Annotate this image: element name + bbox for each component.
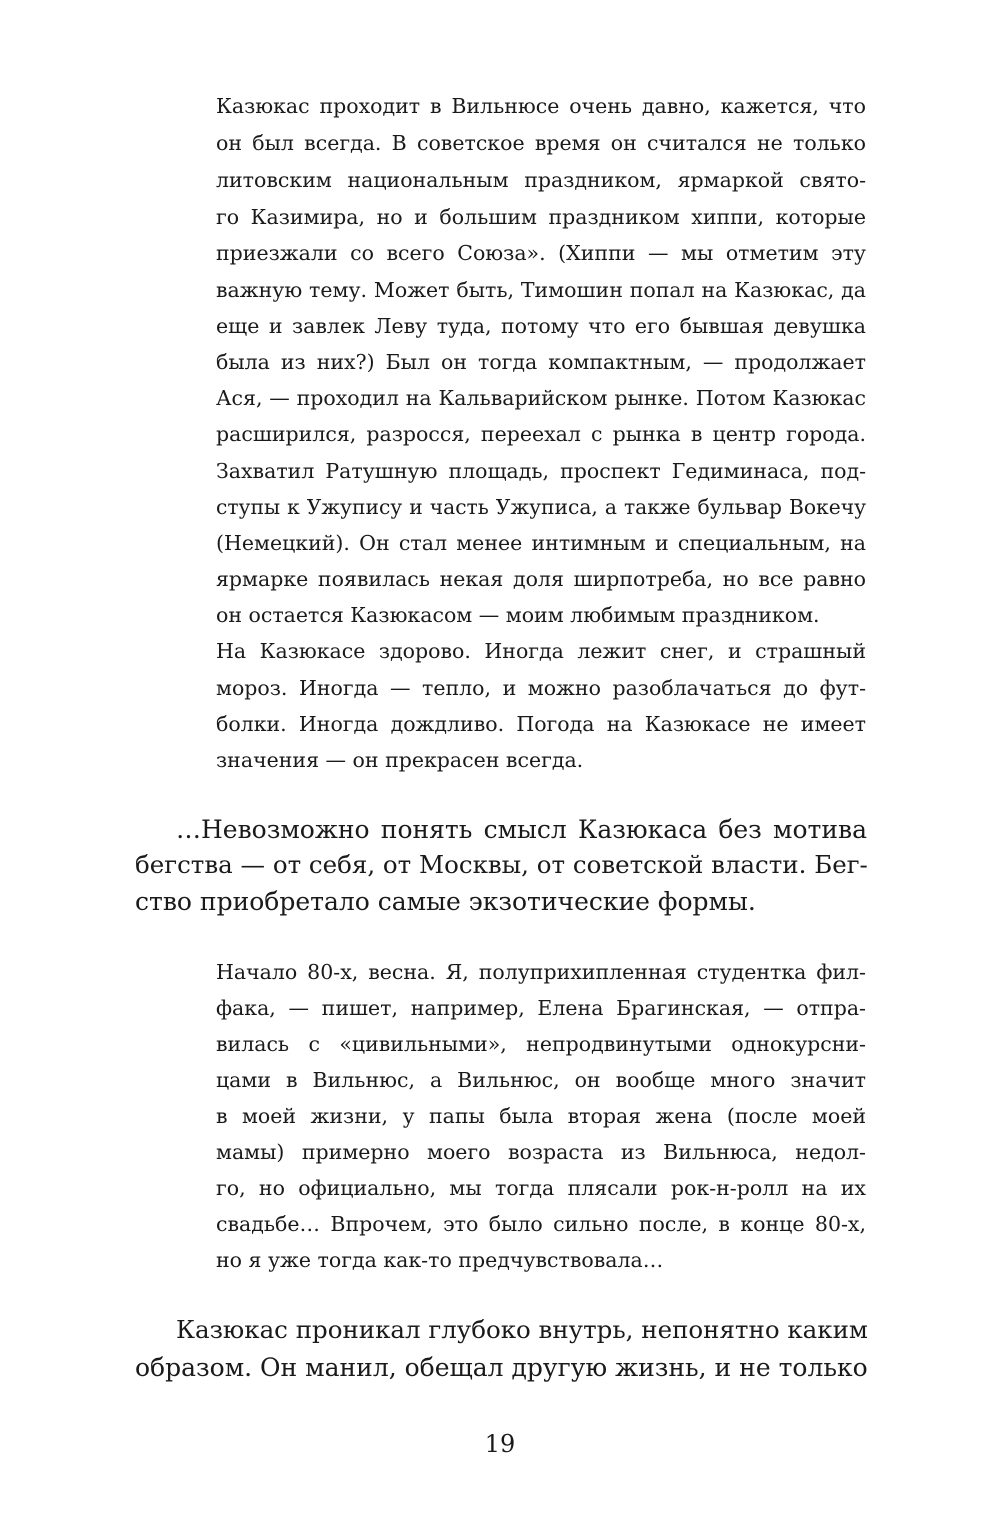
quote1-line: го Казимира, но и большим праздником хиппи, которые: [216, 205, 866, 229]
quote2-line: мамы) примерно моего возраста из Вильнюса, недол-: [216, 1140, 866, 1164]
quote1-line: он был всегда. В советское время он считался не только: [216, 131, 866, 155]
quote1-line: приезжали со всего Союза». (Хиппи — мы отметим эту: [216, 241, 866, 265]
quote1-line: Ася, — проходил на Кальварийском рынке. Потом Казюкас: [216, 386, 866, 410]
body2-line: образом. Он манил, обещал другую жизнь, и не только: [135, 1353, 868, 1382]
quote2-line: Начало 80-х, весна. Я, полуприхипленная студентка фил-: [216, 960, 866, 984]
quote1-line: На Казюкасе здорово. Иногда лежит снег, и страшный: [216, 639, 866, 663]
quote2-line: свадьбе… Впрочем, это было сильно после, в конце 80-х,: [216, 1212, 866, 1236]
body1-line: …Невозможно понять смысл Казюкаса без мотива: [176, 815, 867, 844]
body1-line: бегства — от себя, от Москвы, от советской власти. Бег-: [135, 850, 868, 879]
quote1-line: расширился, разросся, переехал с рынка в центр города.: [216, 422, 866, 446]
quote1-line: болки. Иногда дождливо. Погода на Казюкасе не имеет: [216, 712, 866, 736]
quote1-line: он остается Казюкасом — моим любимым праздником.: [216, 603, 820, 627]
quote1-line: была из них?) Был он тогда компактным, — продолжает: [216, 350, 866, 374]
page-number: 19: [484, 1430, 516, 1458]
quote1-line: Захватил Ратушную площадь, проспект Гедиминаса, под-: [216, 459, 866, 483]
quote1-line: еще и завлек Леву туда, потому что его бывшая девушка: [216, 314, 866, 338]
quote2-line: но я уже тогда как-то предчувствовала…: [216, 1248, 664, 1272]
quote1-line: мороз. Иногда — тепло, и можно разоблачаться до фут-: [216, 676, 866, 700]
quote1-line: Казюкас проходит в Вильнюсе очень давно, кажется, что: [216, 94, 866, 118]
quote1-line: важную тему. Может быть, Тимошин попал на Казюкас, да: [216, 278, 866, 302]
quote1-line: литовским национальным праздником, ярмаркой свято-: [216, 168, 866, 192]
quote2-line: цами в Вильнюс, а Вильнюс, он вообще много значит: [216, 1068, 866, 1092]
body1-line: ство приобретало самые экзотические формы.: [135, 887, 756, 916]
quote2-line: фака, — пишет, например, Елена Брагинская, — отпра-: [216, 996, 866, 1020]
quote2-line: вилась с «цивильными», непродвинутыми однокурсни-: [216, 1032, 866, 1056]
quote1-line: ярмарке появилась некая доля ширпотреба, но все равно: [216, 567, 866, 591]
quote2-line: го, но официально, мы тогда плясали рок-н-ролл на их: [216, 1176, 866, 1200]
quote1-line: ступы к Ужупису и часть Ужуписа, а также бульвар Вокечу: [216, 495, 866, 519]
quote1-line: (Немецкий). Он стал менее интимным и специальным, на: [216, 531, 866, 555]
body2-line: Казюкас проникал глубоко внутрь, непонятно каким: [176, 1315, 868, 1344]
quote1-line: значения — он прекрасен всегда.: [216, 748, 584, 772]
quote2-line: в моей жизни, у папы была вторая жена (после моей: [216, 1104, 866, 1128]
